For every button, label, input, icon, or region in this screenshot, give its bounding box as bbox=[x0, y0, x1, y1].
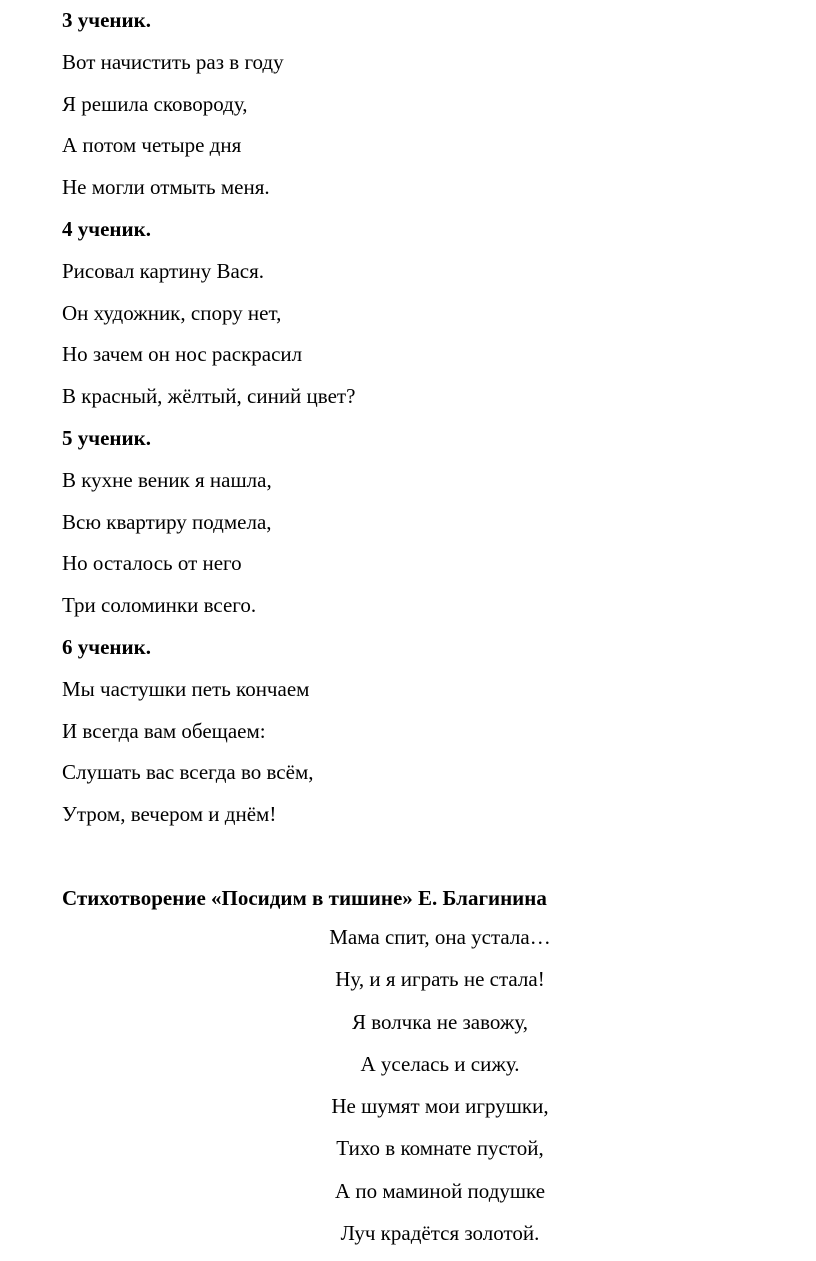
poem-line: Я волчка не завожу, bbox=[351, 1009, 529, 1034]
verse-line: Утром, вечером и днём! bbox=[62, 802, 277, 827]
poem-line: Мама спит, она устала… bbox=[329, 925, 551, 949]
section-spacer bbox=[62, 836, 762, 878]
chastushki-section bbox=[62, 0, 762, 920]
verse-line: Он художник, спору нет, bbox=[62, 300, 282, 325]
verse-line: А потом четыре дня bbox=[62, 133, 242, 158]
poem-title: Стихотворение «Посидим в тишине» Е. Благинина bbox=[62, 885, 547, 910]
student-heading: 3 ученик. bbox=[62, 8, 151, 32]
poem-block bbox=[210, 916, 670, 1254]
student-heading: 5 ученик. bbox=[62, 425, 151, 450]
verse-line: Всю квартиру подмела, bbox=[62, 509, 272, 534]
poem-line: А по маминой подушке bbox=[334, 1178, 546, 1203]
poem-line: Луч крадётся золотой. bbox=[340, 1221, 540, 1246]
verse-line: Не могли отмыть меня. bbox=[62, 175, 270, 200]
poem-line: Тихо в комнате пустой, bbox=[336, 1136, 544, 1161]
verse-line: Но осталось от него bbox=[62, 551, 242, 576]
poem-line: Ну, и я играть не стала! bbox=[335, 967, 545, 992]
poem-line: А уселась и сижу. bbox=[360, 1051, 520, 1076]
verse-line: Мы частушки петь кончаем bbox=[62, 676, 310, 701]
verse-line: Но зачем он нос раскрасил bbox=[62, 342, 303, 367]
verse-line: Я решила сковороду, bbox=[62, 91, 248, 116]
verse-line: Рисовал картину Вася. bbox=[62, 258, 265, 283]
verse-line: Вот начистить раз в году bbox=[62, 49, 284, 74]
verse-line: В кухне веник я нашла, bbox=[62, 467, 272, 492]
verse-line: Слушать вас всегда во всём, bbox=[62, 760, 314, 785]
student-heading: 4 ученик. bbox=[62, 216, 151, 241]
poem-line: Не шумят мои игрушки, bbox=[331, 1094, 549, 1119]
verse-line: И всегда вам обещаем: bbox=[62, 718, 266, 743]
verse-line: В красный, жёлтый, синий цвет? bbox=[62, 384, 356, 409]
verse-line: Три соломинки всего. bbox=[62, 593, 257, 618]
student-heading: 6 ученик. bbox=[62, 634, 151, 659]
